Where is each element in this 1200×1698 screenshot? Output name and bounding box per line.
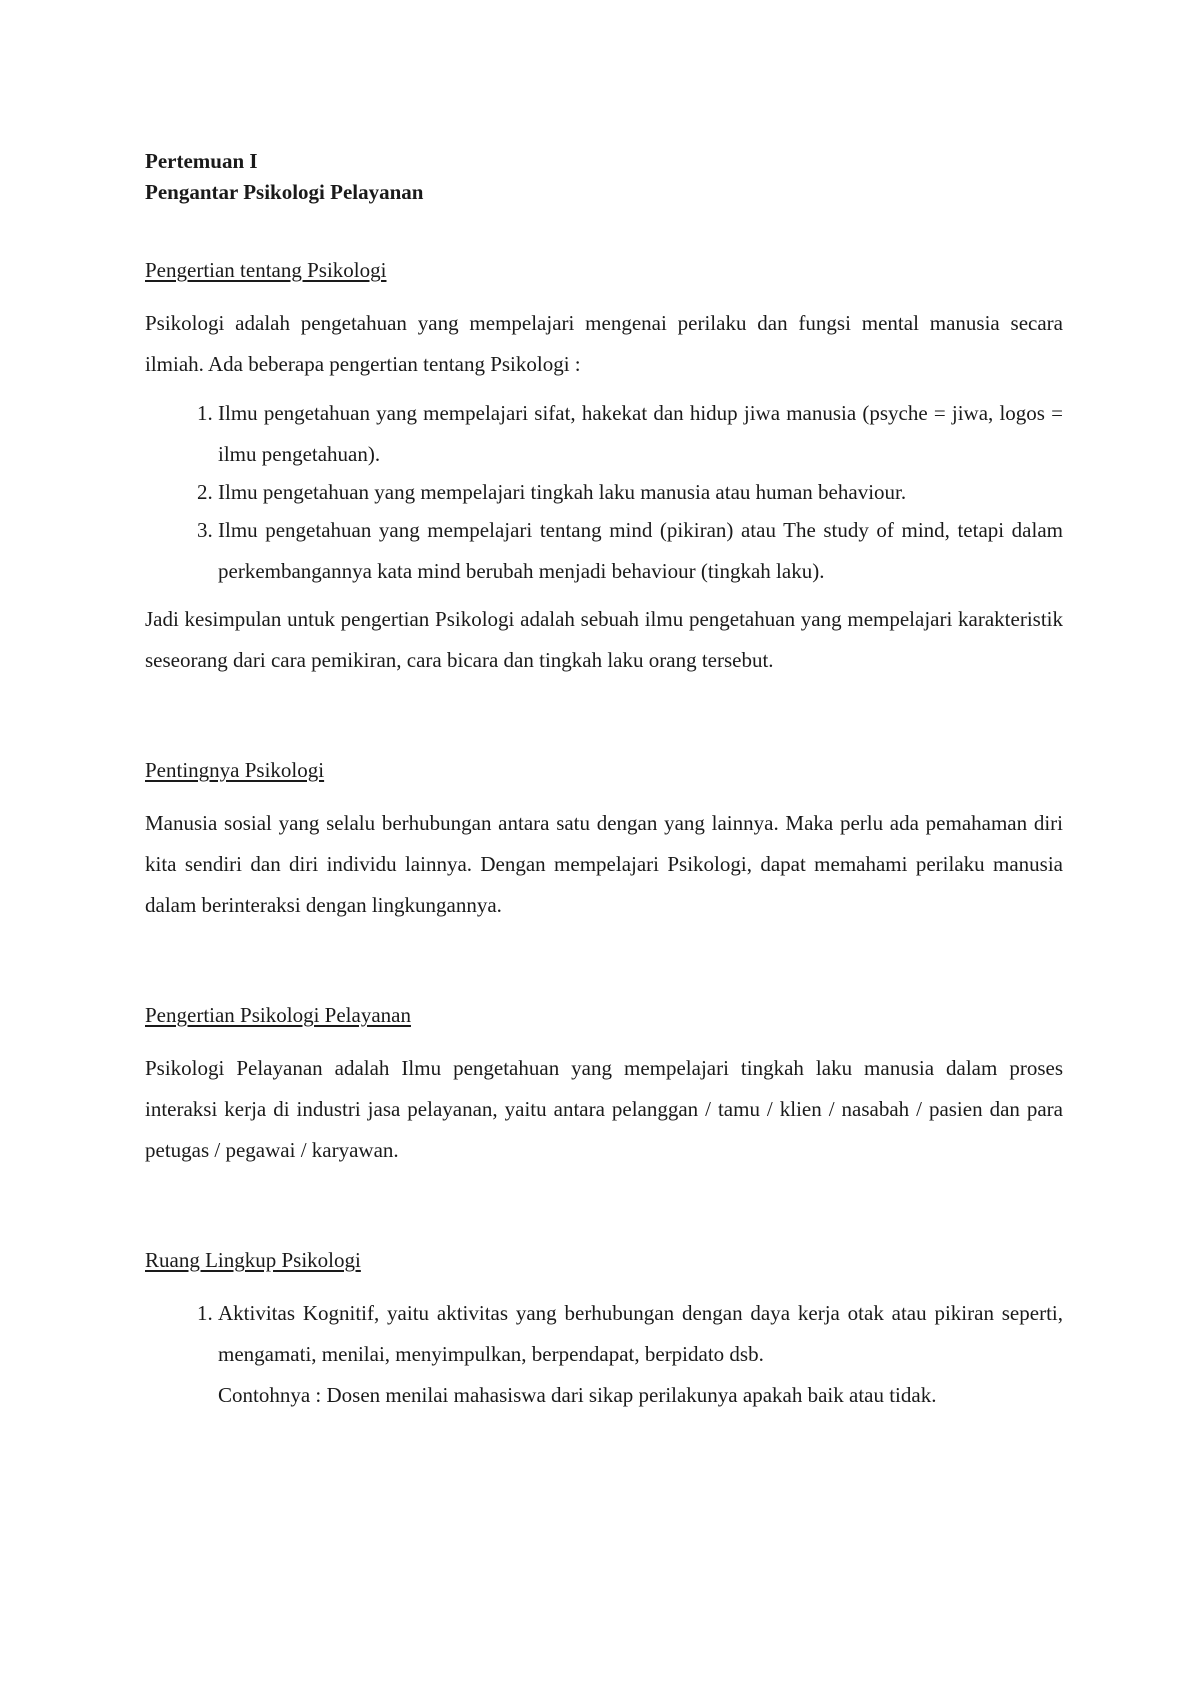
section-heading-pengertian: Pengertian tentang Psikologi — [145, 258, 387, 282]
list-item: 1. Ilmu pengetahuan yang mempelajari sifat, hakekat dan hidup jiwa manusia (psyche = jiwa, logos = ilmu pengetahuan). — [218, 393, 1063, 475]
list-item: 3. Ilmu pengetahuan yang mempelajari tentang mind (pikiran) atau The study of mind, tetapi dalam perkembangannya kata mind berubah menjadi behaviour (tingkah laku). — [218, 510, 1063, 592]
list-item: 2. Ilmu pengetahuan yang mempelajari tingkah laku manusia atau human behaviour. — [218, 472, 1063, 513]
section-intro-paragraph: Psikologi adalah pengetahuan yang mempelajari mengenai perilaku dan fungsi mental manusia secara ilmiah. Ada beberapa pengertian tentang Psikologi : — [145, 311, 1063, 376]
section-heading-ruang-lingkup: Ruang Lingkup Psikologi — [145, 1248, 361, 1272]
scope-list — [145, 1293, 1063, 1416]
pelayanan-paragraph: Psikologi Pelayanan adalah Ilmu pengetahuan yang mempelajari tingkah laku manusia dalam proses interaksi kerja di industri jasa pelayanan, yaitu antara pelanggan / tamu / klien / nasabah / pasien dan para petugas / pegawai / karyawan. — [145, 1056, 1063, 1162]
conclusion-paragraph: Jadi kesimpulan untuk pengertian Psikologi adalah sebuah ilmu pengetahuan yang mempelajari karakteristik seseorang dari cara pemikiran, cara bicara dan tingkah laku orang tersebut. — [145, 607, 1063, 672]
pentingnya-paragraph: Manusia sosial yang selalu berhubungan antara satu dengan yang lainnya. Maka perlu ada pemahaman diri kita sendiri dan diri individu lainnya. Dengan mempelajari Psikologi, dapat memahami perilaku manusia dalam berinteraksi dengan lingkungannya. — [145, 811, 1063, 917]
definition-list — [145, 393, 1063, 592]
list-item — [218, 1293, 1063, 1416]
document-content — [145, 146, 1063, 1416]
scope-item-example: Contohnya : Dosen menilai mahasiswa dari sikap perilakunya apakah baik atau tidak. — [218, 1383, 937, 1407]
scope-item-text: Aktivitas Kognitif, yaitu aktivitas yang berhubungan dengan daya kerja otak atau pikiran seperti, mengamati, menilai, menyimpulkan, berpendapat, berpidato dsb. — [218, 1301, 1063, 1366]
section-heading-pentingnya: Pentingnya Psikologi — [145, 758, 325, 782]
meeting-title: Pertemuan I — [145, 149, 258, 173]
document-title: Pengantar Psikologi Pelayanan — [145, 180, 424, 204]
section-heading-pelayanan: Pengertian Psikologi Pelayanan — [145, 1003, 411, 1027]
